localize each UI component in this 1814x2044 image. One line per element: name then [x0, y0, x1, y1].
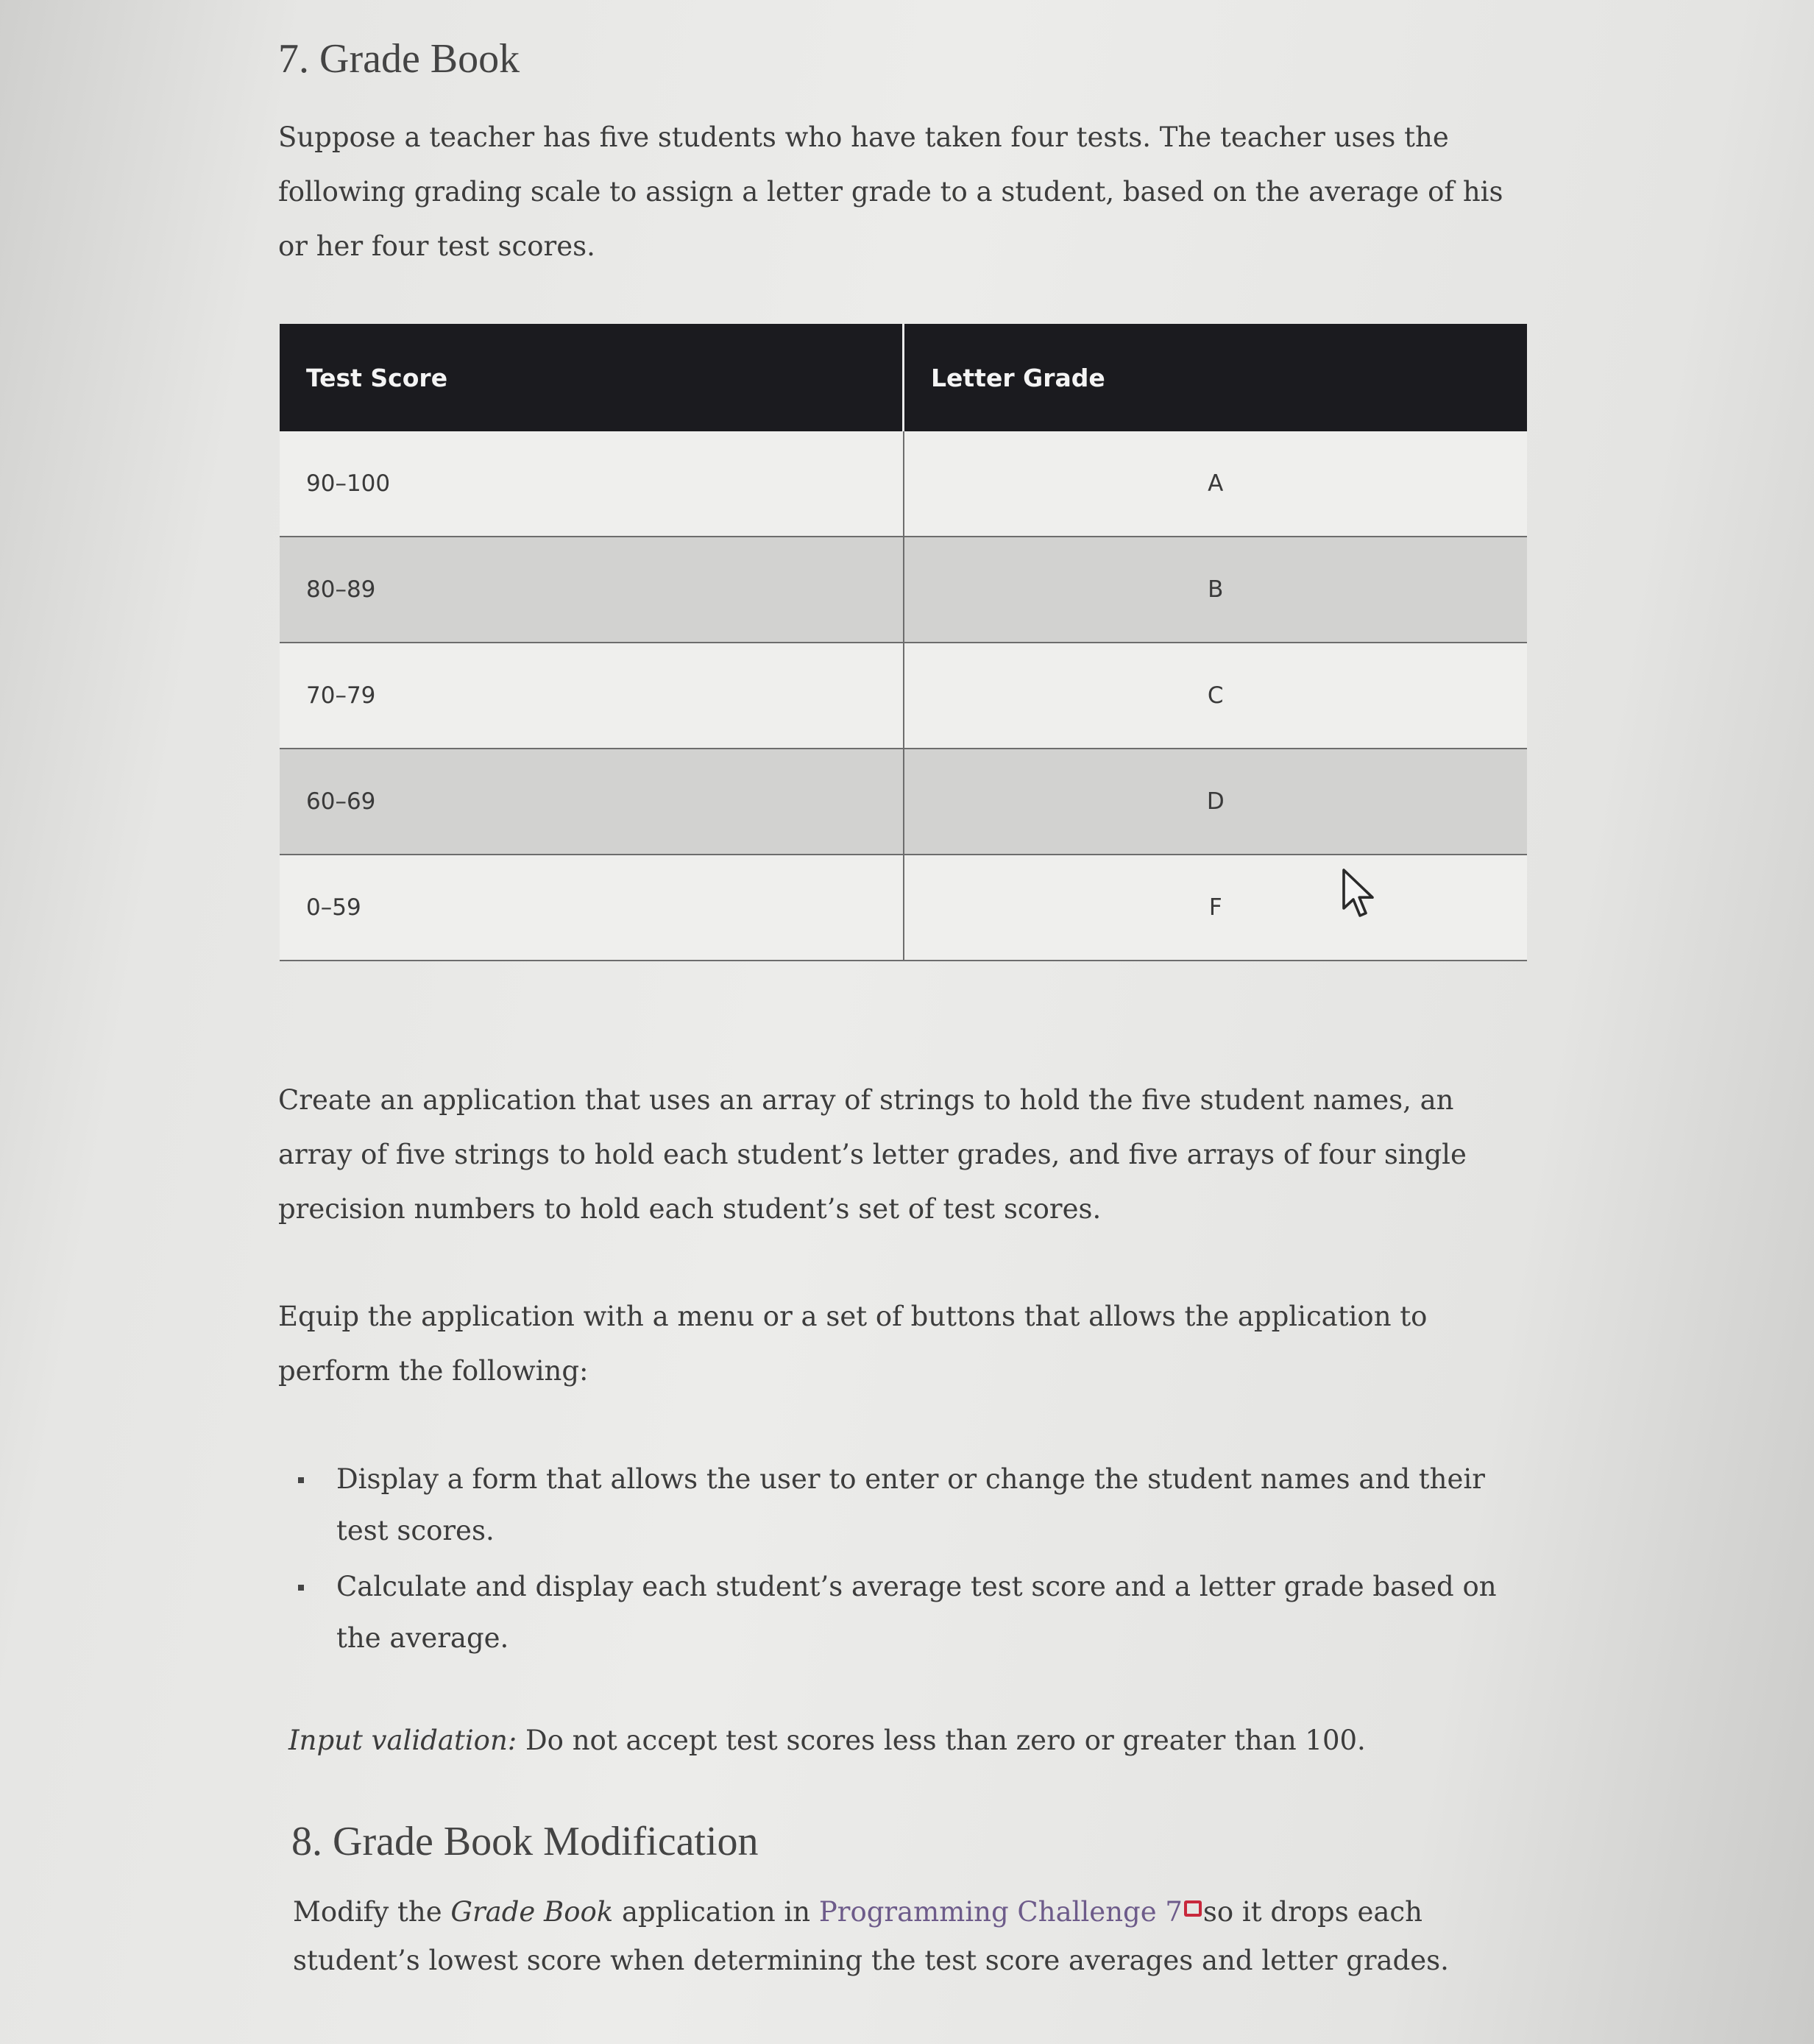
grade-cell: D	[904, 749, 1528, 855]
grading-scale-table	[280, 324, 1527, 961]
table-row	[280, 643, 1527, 749]
list-item: Display a form that allows the user to enter or change the student names and their test scores.	[298, 1454, 1520, 1557]
modify-text-before: Modify the	[293, 1896, 442, 1928]
programming-challenge-link[interactable]: Programming Challenge 7	[818, 1896, 1183, 1928]
section-8-paragraph	[293, 1888, 1529, 1985]
table-row	[280, 855, 1527, 961]
input-validation-note	[288, 1719, 1366, 1763]
grade-cell: B	[904, 537, 1528, 643]
header-test-score: Test Score	[280, 324, 904, 431]
section-7-intro: Suppose a teacher has five students who have taken four tests. The teacher uses the following grading scale to assign a letter grade to a student, based on the average of his or her four test scores.	[278, 121, 1503, 262]
external-link-icon[interactable]	[1184, 1900, 1202, 1917]
app-name: Grade Book	[450, 1896, 614, 1928]
grade-cell: F	[904, 855, 1528, 961]
table-row	[280, 431, 1527, 537]
validation-text: Do not accept test scores less than zero or greater than 100.	[525, 1725, 1366, 1756]
equip-paragraph: Equip the application with a menu or a set of buttons that allows the application to perform the following:	[278, 1301, 1428, 1387]
section-7-title: 7. Grade Book	[278, 36, 520, 82]
table-header-row	[280, 324, 1527, 431]
score-cell: 70–79	[280, 643, 904, 749]
score-cell: 90–100	[280, 431, 904, 537]
list-item: Calculate and display each student’s average test score and a letter grade based on the average.	[298, 1561, 1520, 1664]
table-row	[280, 749, 1527, 855]
modify-text-middle: application in	[621, 1896, 811, 1928]
score-cell: 0–59	[280, 855, 904, 961]
score-cell: 80–89	[280, 537, 904, 643]
create-paragraph: Create an application that uses an array of strings to hold the five student names, an array of five strings to hold each student’s letter grades, and five arrays of four single precision numbers to hold each student’s set of test scores.	[278, 1084, 1467, 1225]
grade-cell: C	[904, 643, 1528, 749]
modify-text-after: so it drops each student’s lowest score when determining the test score averages and letter grades.	[293, 1896, 1449, 1976]
grade-cell: A	[904, 431, 1528, 537]
mouse-pointer-icon	[1341, 867, 1378, 920]
score-cell: 60–69	[280, 749, 904, 855]
table-row	[280, 537, 1527, 643]
header-letter-grade: Letter Grade	[904, 324, 1528, 431]
feature-list	[298, 1454, 1520, 1669]
validation-label: Input validation:	[288, 1725, 517, 1756]
section-8-title: 8. Grade Book Modification	[291, 1819, 759, 1864]
